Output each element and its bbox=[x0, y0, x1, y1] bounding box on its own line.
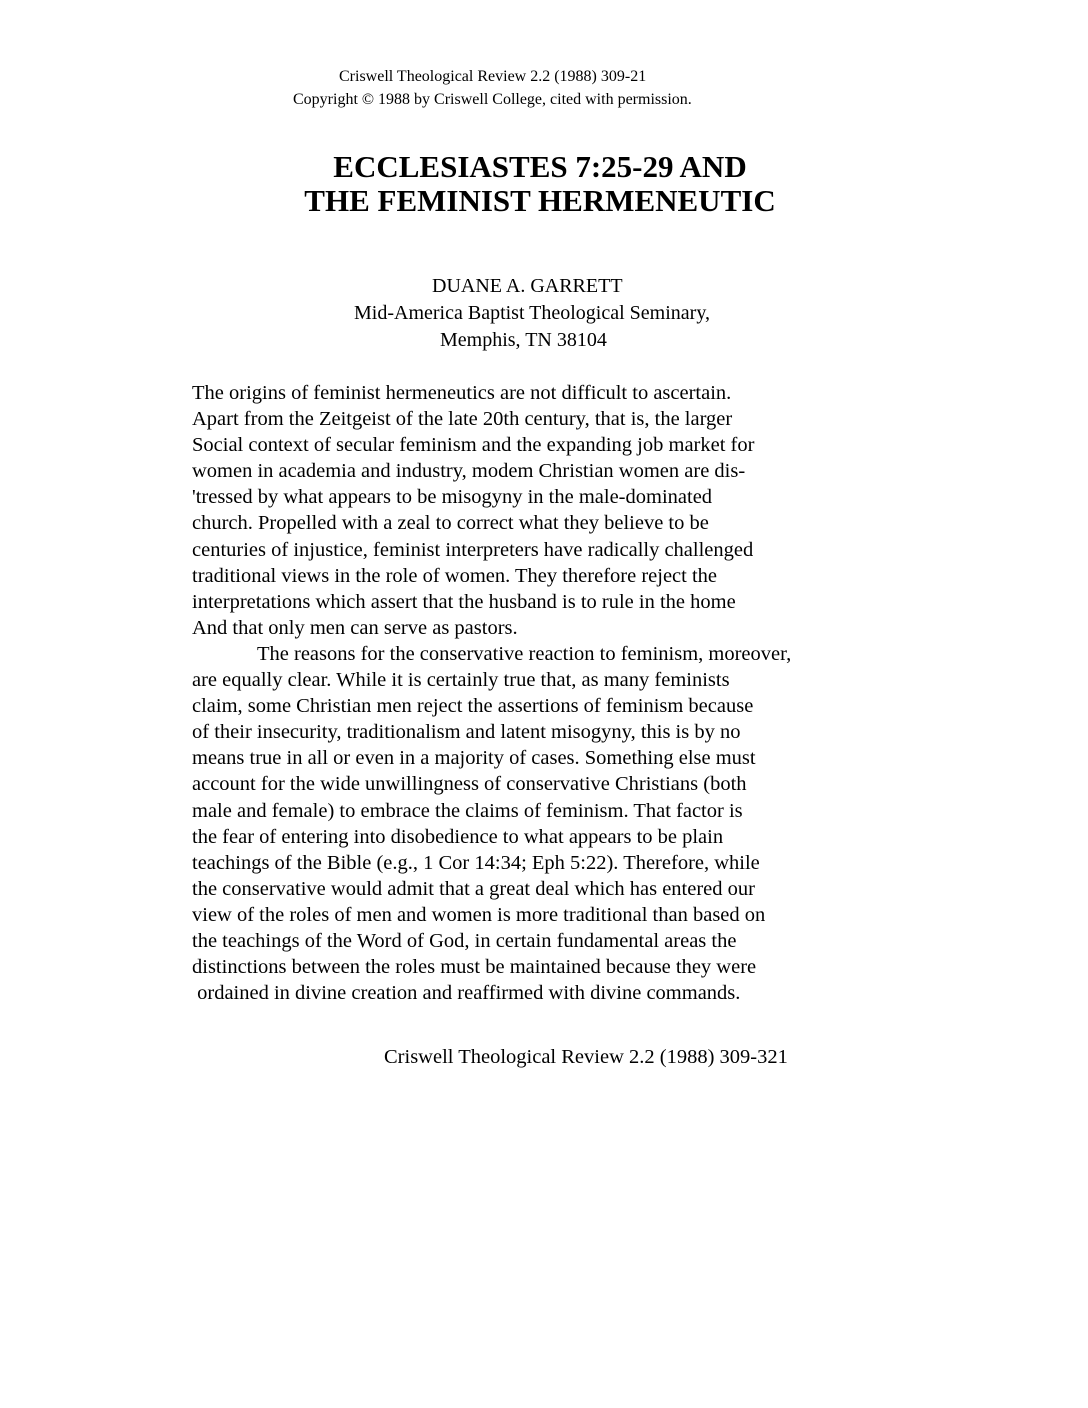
title-line-1: ECCLESIASTES 7:25-29 AND bbox=[333, 149, 747, 184]
body-line: claim, some Christian men reject the assertions of feminism because bbox=[192, 695, 754, 718]
header-citation: Criswell Theological Review 2.2 (1988) 309-21 bbox=[339, 68, 647, 85]
footer-citation: Criswell Theological Review 2.2 (1988) 309-321 bbox=[384, 1046, 788, 1068]
body-line: view of the roles of men and women is more traditional than based on bbox=[192, 903, 766, 926]
body-line: the teachings of the Word of God, in certain fundamental areas the bbox=[192, 929, 737, 952]
body-line: male and female) to embrace the claims of feminism. That factor is bbox=[192, 799, 743, 822]
header-copyright: Copyright © 1988 by Criswell College, cited with permission. bbox=[293, 91, 692, 108]
body-line: the conservative would admit that a great deal which has entered our bbox=[192, 877, 755, 900]
paragraph-2 bbox=[192, 641, 882, 1006]
body-line: account for the wide unwillingness of conservative Christians (both bbox=[192, 773, 747, 796]
body-line: means true in all or even in a majority of cases. Something else must bbox=[192, 747, 756, 770]
body-line: women in academia and industry, modem Christian women are dis- bbox=[192, 460, 746, 483]
body-line: distinctions between the roles must be maintained because they were bbox=[192, 956, 757, 979]
body-line: interpretations which assert that the husband is to rule in the home bbox=[192, 590, 736, 613]
body-line: And that only men can serve as pastors. bbox=[192, 616, 518, 639]
author-name: DUANE A. GARRETT bbox=[432, 275, 623, 297]
body-line: church. Propelled with a zeal to correct what they believe to be bbox=[192, 512, 709, 535]
body-line: ordained in divine creation and reaffirmed with divine commands. bbox=[192, 982, 741, 1005]
body-line: traditional views in the role of women. They therefore reject the bbox=[192, 564, 718, 587]
body-line: The reasons for the conservative reaction to feminism, moreover, bbox=[257, 642, 792, 665]
paragraph-1 bbox=[192, 380, 882, 641]
body-line: are equally clear. While it is certainly true that, as many feminists bbox=[192, 669, 730, 692]
body-line: 'tressed by what appears to be misogyny in the male-dominated bbox=[192, 486, 713, 509]
body-line: of their insecurity, traditionalism and latent misogyny, this is by no bbox=[192, 721, 741, 744]
title-line-2: THE FEMINIST HERMENEUTIC bbox=[304, 183, 776, 218]
body-line: teachings of the Bible (e.g., 1 Cor 14:34; Eph 5:22). Therefore, while bbox=[192, 851, 760, 874]
body-line: Social context of secular feminism and the expanding job market for bbox=[192, 434, 755, 457]
author-location: Memphis, TN 38104 bbox=[440, 329, 607, 351]
body-line: centuries of injustice, feminist interpreters have radically challenged bbox=[192, 538, 754, 561]
body-line: Apart from the Zeitgeist of the late 20th century, that is, the larger bbox=[192, 408, 733, 431]
body-line: The origins of feminist hermeneutics are not difficult to ascertain. bbox=[192, 382, 732, 404]
author-institution: Mid-America Baptist Theological Seminary, bbox=[354, 302, 711, 324]
body-line: the fear of entering into disobedience to what appears to be plain bbox=[192, 825, 724, 848]
article-body bbox=[192, 380, 882, 1006]
